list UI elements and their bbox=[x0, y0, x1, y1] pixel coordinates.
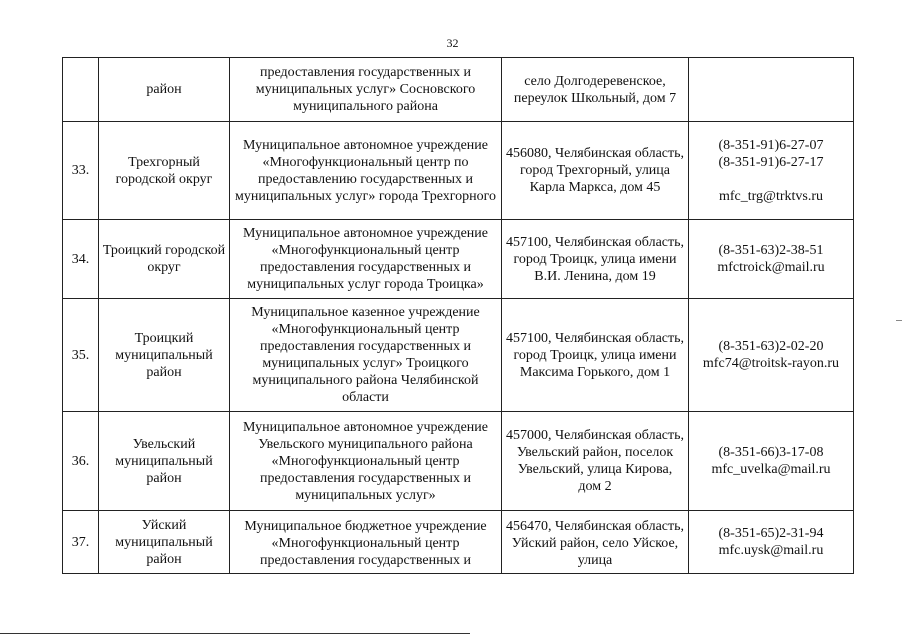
row-number: 33. bbox=[63, 122, 99, 220]
phone-text: (8-351-66)3-17-08 bbox=[718, 445, 824, 460]
contacts-cell bbox=[689, 412, 854, 511]
row-number: 36. bbox=[63, 412, 99, 511]
phone-text: (8-351-91)6-27-07 bbox=[718, 137, 824, 153]
mfc-table bbox=[62, 57, 854, 574]
address-cell: 456080, Челябинская область, город Трехгорный, улица Карла Маркса, дом 45 bbox=[502, 122, 689, 220]
row-number: 37. bbox=[63, 511, 99, 574]
table-row bbox=[63, 122, 854, 220]
margin-mark bbox=[896, 320, 902, 321]
organization-cell: Муниципальное автономное учреждение «Многофункциональный центр по предоставлению государственных и муниципальных услуг» города Трехгорного bbox=[230, 122, 502, 220]
district-cell: Увельский муниципальный район bbox=[99, 412, 230, 511]
district-cell: Трехгорный городской округ bbox=[99, 122, 230, 220]
contacts-cell bbox=[689, 220, 854, 299]
table-row bbox=[63, 412, 854, 511]
organization-cell: Муниципальное автономное учреждение «Многофункциональный центр предоставления государственных и муниципальных услуг города Троицка» bbox=[230, 220, 502, 299]
address-cell: 457000, Челябинская область, Увельский район, поселок Увельский, улица Кирова, дом 2 bbox=[502, 412, 689, 511]
phone-text: (8-351-65)2-31-94 bbox=[718, 526, 824, 541]
row-number bbox=[63, 58, 99, 122]
district-cell: Троицкий городской округ bbox=[99, 220, 230, 299]
organization-cell: Муниципальное казенное учреждение «Многофункциональный центр предоставления государственных и муниципальных услуг» Троицкого муниципального района Челябинской области bbox=[230, 299, 502, 412]
address-cell: село Долгодеревенское, переулок Школьный, дом 7 bbox=[502, 58, 689, 122]
district-cell: Троицкий муниципальный район bbox=[99, 299, 230, 412]
email-link[interactable]: mfc.uysk@mail.ru bbox=[718, 543, 824, 558]
organization-cell: Муниципальное автономное учреждение Увельского муниципального района «Многофункциональный центр предоставления государственных и муниципальных услуг» bbox=[230, 412, 502, 511]
address-cell: 456470, Челябинская область, Уйский район, село Уйское, улица bbox=[502, 511, 689, 574]
email-link[interactable]: mfc_trg@trktvs.ru bbox=[718, 188, 823, 204]
table-row bbox=[63, 220, 854, 299]
contacts-cell bbox=[689, 58, 854, 122]
organization-cell: Муниципальное бюджетное учреждение «Многофункциональный центр предоставления государственных и bbox=[230, 511, 502, 574]
page-number: 32 bbox=[446, 36, 459, 50]
email-link[interactable]: mfc_uvelka@mail.ru bbox=[711, 462, 831, 477]
phone-text: (8-351-91)6-27-17 bbox=[718, 154, 824, 170]
email-link[interactable]: mfc74@troitsk-rayon.ru bbox=[702, 356, 840, 371]
row-number: 35. bbox=[63, 299, 99, 412]
contacts-cell bbox=[689, 511, 854, 574]
organization-cell: предоставления государственных и муниципальных услуг» Сосновского муниципального района bbox=[230, 58, 502, 122]
district-cell: район bbox=[99, 58, 230, 122]
table-row bbox=[63, 511, 854, 574]
phone-text: (8-351-63)2-02-20 bbox=[718, 339, 824, 354]
address-cell: 457100, Челябинская область, город Троицк, улица имени Максима Горького, дом 1 bbox=[502, 299, 689, 412]
bottom-divider bbox=[0, 633, 470, 634]
district-cell: Уйский муниципальный район bbox=[99, 511, 230, 574]
table-row bbox=[63, 299, 854, 412]
row-number: 34. bbox=[63, 220, 99, 299]
contacts-cell bbox=[689, 122, 854, 220]
address-cell: 457100, Челябинская область, город Троицк, улица имени В.И. Ленина, дом 19 bbox=[502, 220, 689, 299]
contacts-cell bbox=[689, 299, 854, 412]
email-link[interactable]: mfctroick@mail.ru bbox=[717, 260, 825, 275]
phone-text: (8-351-63)2-38-51 bbox=[718, 243, 824, 258]
table-row bbox=[63, 58, 854, 122]
